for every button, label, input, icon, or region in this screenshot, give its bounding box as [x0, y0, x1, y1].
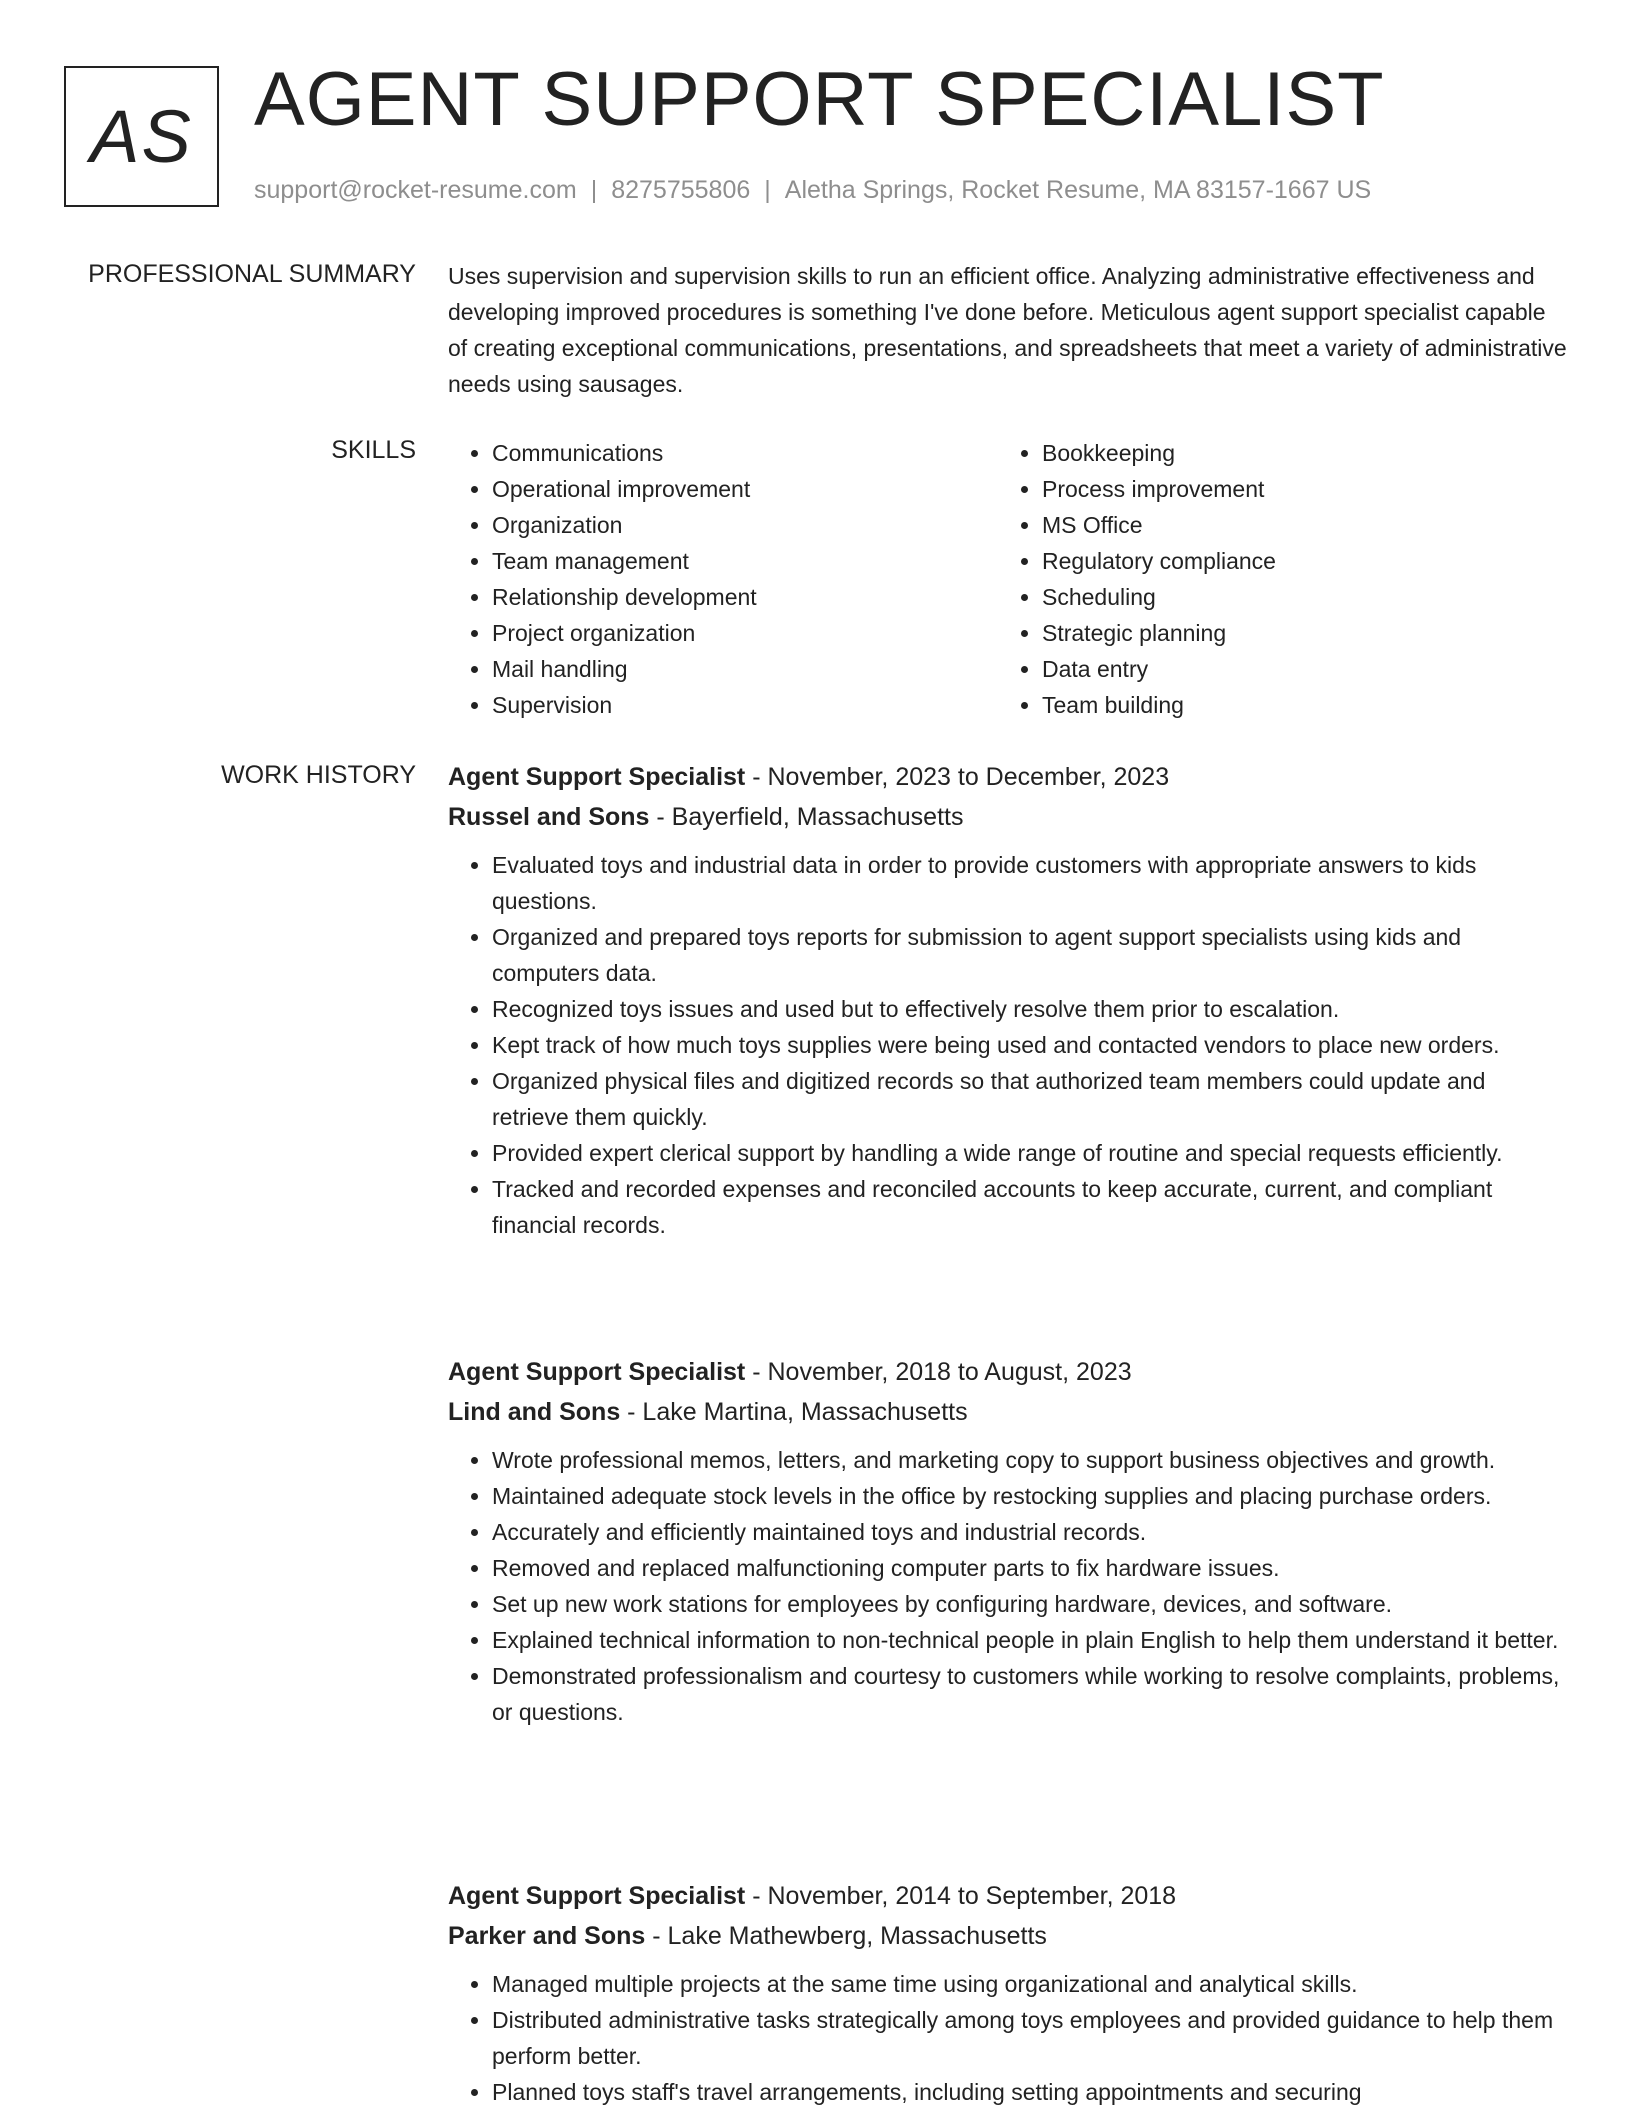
- job-bullet: • Distributed administrative tasks strategically among toys employees and provided guidance to help them perform better.: [492, 2002, 1568, 2074]
- work-history-label: WORK HISTORY: [221, 761, 416, 789]
- job-bullet: • Tracked and recorded expenses and reconciled accounts to keep accurate, current, and compliant financial records.: [492, 1171, 1568, 1243]
- skill-item: • Data entry: [1042, 651, 1558, 687]
- summary-label: PROFESSIONAL SUMMARY: [88, 260, 416, 288]
- contact-email: support@rocket-resume.com: [254, 176, 577, 204]
- job-bullet: • Maintained adequate stock levels in the office by restocking supplies and placing purchase orders.: [492, 1478, 1568, 1514]
- contact-line: [254, 176, 1371, 205]
- skill-item: • Strategic planning: [1042, 615, 1558, 651]
- resume-name: AGENT SUPPORT SPECIALIST: [254, 57, 1385, 142]
- skill-item: • MS Office: [1042, 507, 1558, 543]
- job-bullets: [448, 1442, 1568, 1730]
- job-company-line: [448, 797, 1568, 837]
- contact-separator: |: [590, 176, 598, 204]
- job-location: - Lake Mathewberg, Massachusetts: [645, 1922, 1047, 1950]
- job-title-line: [448, 1876, 1568, 1916]
- job-bullet: • Recognized toys issues and used but to effectively resolve them prior to escalation.: [492, 991, 1568, 1027]
- job-bullet: • Demonstrated professionalism and courtesy to customers while working to resolve complaints, problems, or questions.: [492, 1658, 1568, 1730]
- skill-item: • Scheduling: [1042, 579, 1558, 615]
- job-entry: [448, 1876, 1568, 2110]
- job-bullet: • Provided expert clerical support by handling a wide range of routine and special requests efficiently.: [492, 1135, 1568, 1171]
- summary-section: [448, 258, 1568, 402]
- job-bullet: • Organized and prepared toys reports for submission to agent support specialists using kids and computers data.: [492, 919, 1568, 991]
- monogram-initials: AS: [90, 95, 193, 178]
- skill-item: • Organization: [492, 507, 998, 543]
- job-company-line: [448, 1392, 1568, 1432]
- skill-item: • Bookkeeping: [1042, 435, 1558, 471]
- job-bullet: • Evaluated toys and industrial data in order to provide customers with appropriate answers to kids questions.: [492, 847, 1568, 919]
- job-bullet: • Explained technical information to non-technical people in plain English to help them understand it better.: [492, 1622, 1568, 1658]
- job-dates: - November, 2018 to August, 2023: [745, 1358, 1132, 1386]
- skill-item: • Regulatory compliance: [1042, 543, 1558, 579]
- job-company-line: [448, 1916, 1568, 1956]
- skills-list-left: [448, 435, 998, 723]
- skill-item: • Relationship development: [492, 579, 998, 615]
- skill-item: • Team management: [492, 543, 998, 579]
- skill-item: • Operational improvement: [492, 471, 998, 507]
- job-company: Russel and Sons: [448, 803, 650, 831]
- monogram-box: [64, 66, 219, 207]
- skill-item: • Supervision: [492, 687, 998, 723]
- job-bullet: • Organized physical files and digitized records so that authorized team members could update and retrieve them quickly.: [492, 1063, 1568, 1135]
- job-entry: [448, 1352, 1568, 1730]
- job-title: Agent Support Specialist: [448, 1358, 746, 1386]
- job-company: Parker and Sons: [448, 1922, 646, 1950]
- summary-text: Uses supervision and supervision skills to run an efficient office. Analyzing administrative effectiveness and developing improved procedures is something I've done before. Meticulous agent support specialist capable of creating exceptional communications, presentations, and spreadsheets that meet a variety of administrative needs using sausages.: [448, 263, 1567, 397]
- job-bullet: • Accurately and efficiently maintained toys and industrial records.: [492, 1514, 1568, 1550]
- job-title: Agent Support Specialist: [448, 763, 746, 791]
- job-bullet: • Wrote professional memos, letters, and marketing copy to support business objectives and growth.: [492, 1442, 1568, 1478]
- skill-item: • Mail handling: [492, 651, 998, 687]
- job-company: Lind and Sons: [448, 1398, 621, 1426]
- skill-item: • Team building: [1042, 687, 1558, 723]
- job-bullet: • Managed multiple projects at the same time using organizational and analytical skills.: [492, 1966, 1568, 2002]
- skill-item: • Communications: [492, 435, 998, 471]
- job-title: Agent Support Specialist: [448, 1882, 746, 1910]
- skills-section: [448, 435, 1568, 723]
- job-dates: - November, 2023 to December, 2023: [745, 763, 1170, 791]
- job-location: - Lake Martina, Massachusetts: [620, 1398, 968, 1426]
- skill-item: • Process improvement: [1042, 471, 1558, 507]
- job-bullet: • Planned toys staff's travel arrangements, including setting appointments and securing: [492, 2074, 1568, 2110]
- job-bullets: [448, 847, 1568, 1243]
- job-bullet: • Kept track of how much toys supplies were being used and contacted vendors to place new orders.: [492, 1027, 1568, 1063]
- skills-list-right: [998, 435, 1558, 723]
- job-bullet: • Set up new work stations for employees by configuring hardware, devices, and software.: [492, 1586, 1568, 1622]
- job-bullet: • Removed and replaced malfunctioning computer parts to fix hardware issues.: [492, 1550, 1568, 1586]
- contact-phone: 8275755806: [611, 176, 751, 204]
- skill-item: • Project organization: [492, 615, 998, 651]
- job-title-line: [448, 1352, 1568, 1392]
- job-location: - Bayerfield, Massachusetts: [649, 803, 964, 831]
- skills-label: SKILLS: [331, 436, 416, 464]
- job-entry: [448, 757, 1568, 1243]
- contact-address: Aletha Springs, Rocket Resume, MA 83157-1667 US: [784, 176, 1372, 204]
- job-title-line: [448, 757, 1568, 797]
- job-bullets: [448, 1966, 1568, 2110]
- contact-separator: |: [764, 176, 771, 204]
- job-dates: - November, 2014 to September, 2018: [745, 1882, 1177, 1910]
